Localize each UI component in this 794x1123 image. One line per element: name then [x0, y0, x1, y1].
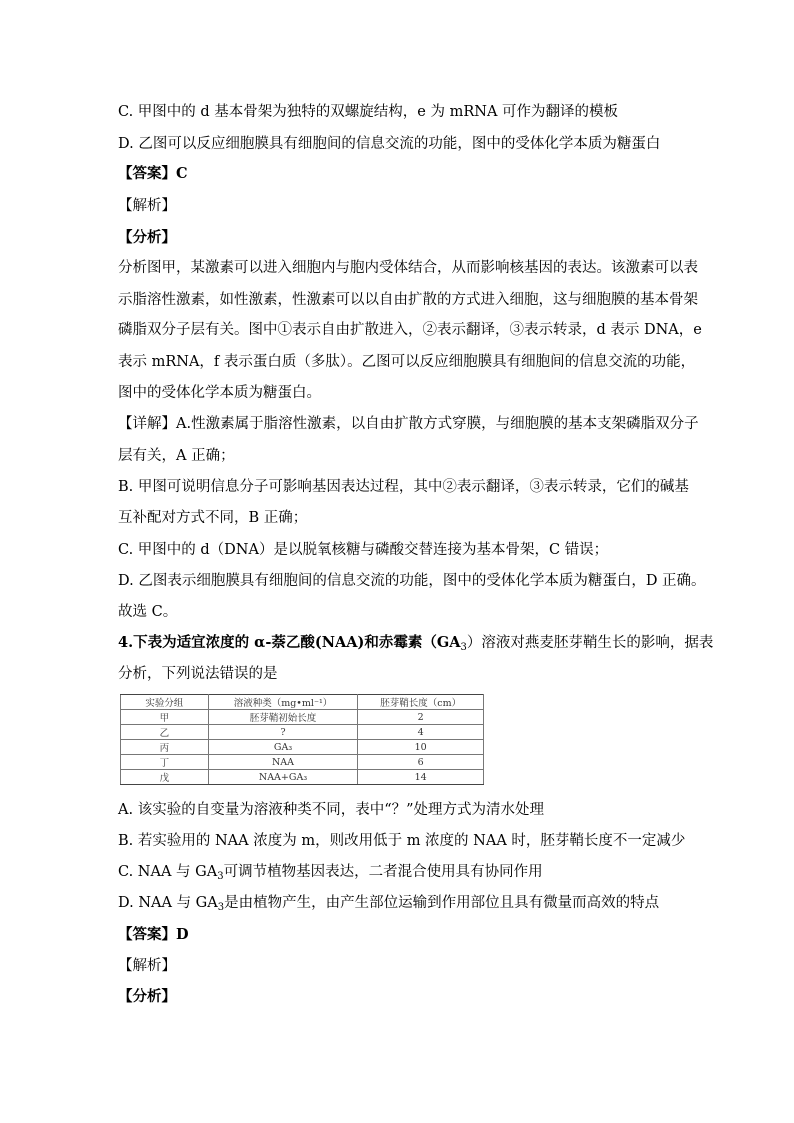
option-d-prev: D. 乙图可以反应细胞膜具有细胞间的信息交流的功能，图中的受体化学本质为糖蛋白	[118, 136, 661, 152]
table-row	[121, 725, 484, 740]
table-cell: GA₃	[208, 740, 358, 755]
q4-option-d	[118, 893, 659, 913]
detail-text-6: D. 乙图表示细胞膜具有细胞间的信息交流的功能，图中的受体化学本质为糖蛋白，D 正确。	[118, 573, 706, 589]
analysis-text-5: 图中的受体化学本质为糖蛋白。	[118, 385, 321, 401]
q4-option-c-end: 可调节植物基因表达，二者混合使用具有协同作用	[223, 864, 543, 880]
detail-text-2: 层有关，A 正确；	[118, 448, 235, 464]
q4-option-c	[118, 862, 543, 882]
option-c-prev: C. 甲图中的 d 基本骨架为独特的双螺旋结构，e 为 mRNA 可作为翻译的模板	[118, 104, 619, 120]
conclusion-text: 故选 C。	[118, 604, 178, 620]
table-row	[121, 710, 484, 725]
table-cell: 丙	[121, 740, 209, 755]
table-cell: 戊	[121, 770, 209, 785]
analysis-text-2: 示脂溶性激素，如性激素，性激素可以以自由扩散的方式进入细胞，这与细胞膜的基本骨架	[118, 292, 698, 308]
q4-answer-heading: 【答案】D	[118, 926, 189, 943]
table-header-cell: 溶液种类（mg•ml⁻¹）	[208, 695, 358, 710]
table-cell: ?	[208, 725, 358, 740]
q4-option-a: A. 该实验的自变量为溶液种类不同，表中“？”处理方式为清水处理	[118, 802, 545, 818]
analysis-text-3: 磷脂双分子层有关。图中①表示自由扩散进入，②表示翻译，③表示转录，d 表示 DNA，e	[118, 322, 702, 338]
table-cell: 丁	[121, 755, 209, 770]
q4-option-d-sub: 3	[217, 902, 225, 913]
table-cell: 乙	[121, 725, 209, 740]
table-cell: NAA	[208, 755, 358, 770]
experiment-table	[120, 694, 484, 785]
q4-option-d-end: 是由植物产生，由产生部位运输到作用部位且具有微量而高效的特点	[224, 895, 660, 911]
question-4-stem-2: 分析，下列说法错误的是	[118, 666, 278, 682]
detail-text-3: B. 甲图可说明信息分子可影响基因表达过程，其中②表示翻译，③表示转录，它们的碱基	[118, 479, 689, 495]
explanation-heading: 【解析】	[118, 198, 176, 214]
detail-text-4: 互补配对方式不同，B 正确；	[118, 510, 308, 526]
table-cell: 14	[358, 770, 484, 785]
table-cell: 10	[358, 740, 484, 755]
q4-option-b: B. 若实验用的 NAA 浓度为 m，则改用低于 m 浓度的 NAA 时，胚芽鞘长度不一定减少	[118, 833, 686, 849]
table-cell: 4	[358, 725, 484, 740]
table-row	[121, 770, 484, 785]
q4-option-d-start: D. NAA 与 GA	[118, 895, 218, 911]
q4-stem-end: ）溶液对燕麦胚芽鞘生长的影响，据表	[466, 635, 714, 651]
table-cell: NAA+GA₃	[208, 770, 358, 785]
question-4-stem-1	[118, 633, 713, 653]
q4-explanation-heading: 【解析】	[118, 958, 176, 974]
table-cell: 2	[358, 710, 484, 725]
detail-text-5: C. 甲图中的 d（DNA）是以脱氧核糖与磷酸交替连接为基本骨架，C 错误；	[118, 542, 609, 558]
q4-option-c-start: C. NAA 与 GA	[118, 864, 218, 880]
q4-stem-start: 4.下表为适宜浓度的 α-萘乙酸(NAA)和赤霉素（GA	[118, 634, 461, 651]
q4-analysis-heading: 【分析】	[118, 988, 176, 1005]
q4-sub: 3	[460, 642, 467, 653]
analysis-text-4: 表示 mRNA，f 表示蛋白质（多肽）。乙图可以反应细胞膜具有细胞间的信息交流的功能，	[118, 354, 696, 370]
table-cell: 胚芽鞘初始长度	[208, 710, 358, 725]
table-header-row	[121, 695, 484, 710]
detail-text-1: 【详解】A.性激素属于脂溶性激素，以自由扩散方式穿膜，与细胞膜的基本支架磷脂双分子	[118, 416, 699, 432]
table-row	[121, 755, 484, 770]
answer-heading: 【答案】C	[118, 165, 188, 182]
analysis-heading: 【分析】	[118, 229, 176, 246]
table-header-cell: 胚芽鞘长度（cm）	[358, 695, 484, 710]
table-header-cell: 实验分组	[121, 695, 209, 710]
table-cell: 甲	[121, 710, 209, 725]
table-row	[121, 740, 484, 755]
table-cell: 6	[358, 755, 484, 770]
analysis-text-1: 分析图甲，某激素可以进入细胞内与胞内受体结合，从而影响核基因的表达。该激素可以表	[118, 260, 698, 276]
q4-option-c-sub: 3	[217, 871, 224, 882]
